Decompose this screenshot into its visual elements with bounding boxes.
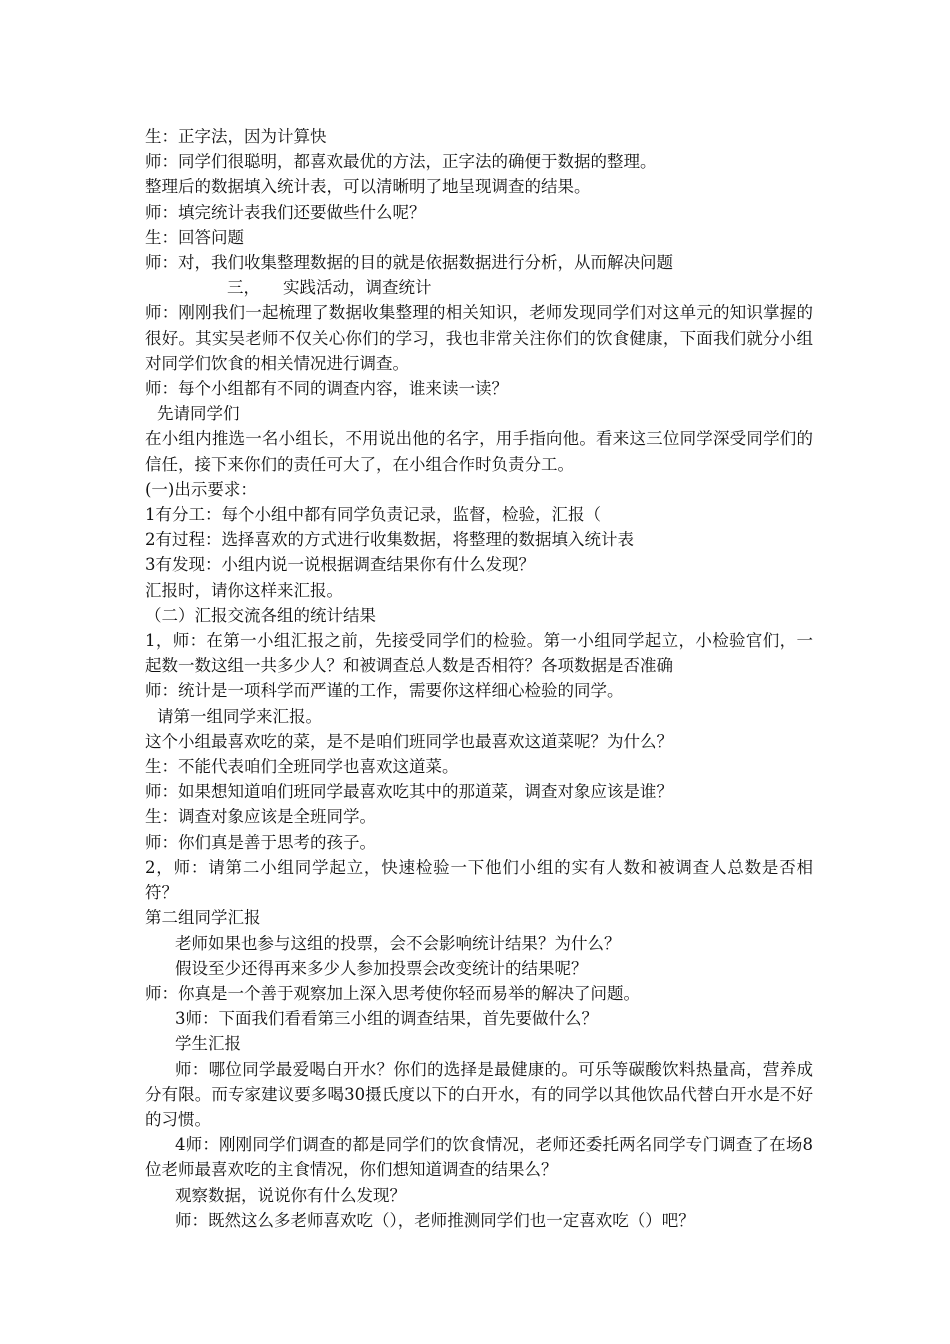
paragraph: 汇报时，请你这样来汇报。	[145, 580, 343, 600]
paragraph: 师：对，我们收集整理数据的目的就是依据数据进行分析，从而解决问题	[145, 253, 673, 273]
paragraph: 整理后的数据填入统计表，可以清晰明了地呈现调查的结果。	[145, 177, 591, 197]
paragraph: 生：回答问题	[145, 227, 244, 247]
paragraph: 请第一组同学来汇报。	[157, 706, 322, 726]
paragraph: 学生汇报	[175, 1034, 241, 1054]
paragraph: 师：哪位同学最爱喝白开水？你们的选择是最健康的。可乐等碳酸饮料热量高，营养成分有限。而专家建议要多喝30摄氏度以下的白开水，有的同学以其他饮品代替白开水是不好的习惯。	[145, 1059, 813, 1129]
paragraph: 在小组内推选一名小组长，不用说出他的名字，用手指向他。看来这三位同学深受同学们的信任，接下来你们的责任可大了，在小组合作时负责分工。	[145, 429, 813, 474]
speaker-label: 师：	[145, 303, 179, 323]
section-heading	[145, 275, 813, 300]
paragraph: 假设至少还得再来多少人参加投票会改变统计的结果呢？	[175, 958, 588, 978]
paragraph-text: 刚刚我们一起梳理了数据收集整理的相关知识，老师发现同学们对这单元的知识掌握的很好。其实吴老师不仅关心你们的学习，我也非常关注你们的饮食健康，下面我们就分小组对同学们饮食的相关情况进行调查。	[145, 303, 814, 373]
paragraph: 生：正字法，因为计算快	[145, 127, 327, 146]
paragraph: 生：不能代表咱们全班同学也喜欢这道菜。	[145, 757, 459, 777]
paragraph: 先请同学们	[157, 404, 240, 424]
paragraph: 2有过程：选择喜欢的方式进行收集数据，将整理的数据填入统计表	[145, 530, 634, 550]
paragraph: 老师如果也参与这组的投票，会不会影响统计结果？为什么？	[175, 933, 621, 953]
paragraph: 第二组同学汇报	[145, 908, 261, 928]
paragraph: 2，师：请第二小组同学起立，快速检验一下他们小组的实有人数和被调查人总数是否相符？	[145, 857, 813, 903]
paragraph: 师：每个小组都有不同的调查内容，谁来读一读？	[145, 379, 508, 399]
paragraph: 师：统计是一项科学而严谨的工作，需要你这样细心检验的同学。	[145, 681, 624, 701]
paragraph: 师：你真是一个善于观察加上深入思考使你轻而易举的解决了问题。	[145, 983, 640, 1003]
paragraph: 师：填完统计表我们还要做些什么呢？	[145, 202, 426, 222]
paragraph: 生：调查对象应该是全班同学。	[145, 807, 376, 827]
paragraph: 3有发现：小组内说一说根据调查结果你有什么发现？	[145, 555, 535, 575]
subsection-heading: （二）汇报交流各组的统计结果	[145, 605, 376, 625]
paragraph	[145, 300, 813, 376]
paragraph: 师：既然这么多老师喜欢吃（），老师推测同学们也一定喜欢吃（）吧？	[175, 1210, 695, 1230]
paragraph: 这个小组最喜欢吃的菜，是不是咱们班同学也最喜欢这道菜呢？为什么？	[145, 731, 673, 751]
paragraph: 4师：刚刚同学们调查的都是同学们的饮食情况，老师还委托两名同学专门调查了在场8位老师最喜欢吃的主食情况，你们想知道调查的结果么？	[145, 1135, 813, 1180]
paragraph: 师：同学们很聪明，都喜欢最优的方法，正字法的确便于数据的整理。	[145, 152, 657, 172]
paragraph: (一)出示要求：	[145, 479, 257, 499]
paragraph: 3师：下面我们看看第三小组的调查结果，首先要做什么？	[175, 1009, 598, 1029]
paragraph: 观察数据，说说你有什么发现？	[175, 1185, 406, 1205]
paragraph: 1有分工：每个小组中都有同学负责记录，监督，检验，汇报（	[145, 505, 601, 525]
paragraph: 师：你们真是善于思考的孩子。	[145, 832, 376, 852]
section-title: 实践活动，调查统计	[283, 278, 432, 298]
section-number: 三，	[227, 278, 260, 298]
document-page	[145, 124, 813, 1233]
paragraph: 1，师：在第一小组汇报之前，先接受同学们的检验。第一小组同学起立，小检验官们，一起数一数这组一共多少人？和被调查总人数是否相符？各项数据是否准确	[145, 631, 813, 676]
paragraph: 师：如果想知道咱们班同学最喜欢吃其中的那道菜，调查对象应该是谁？	[145, 782, 673, 802]
